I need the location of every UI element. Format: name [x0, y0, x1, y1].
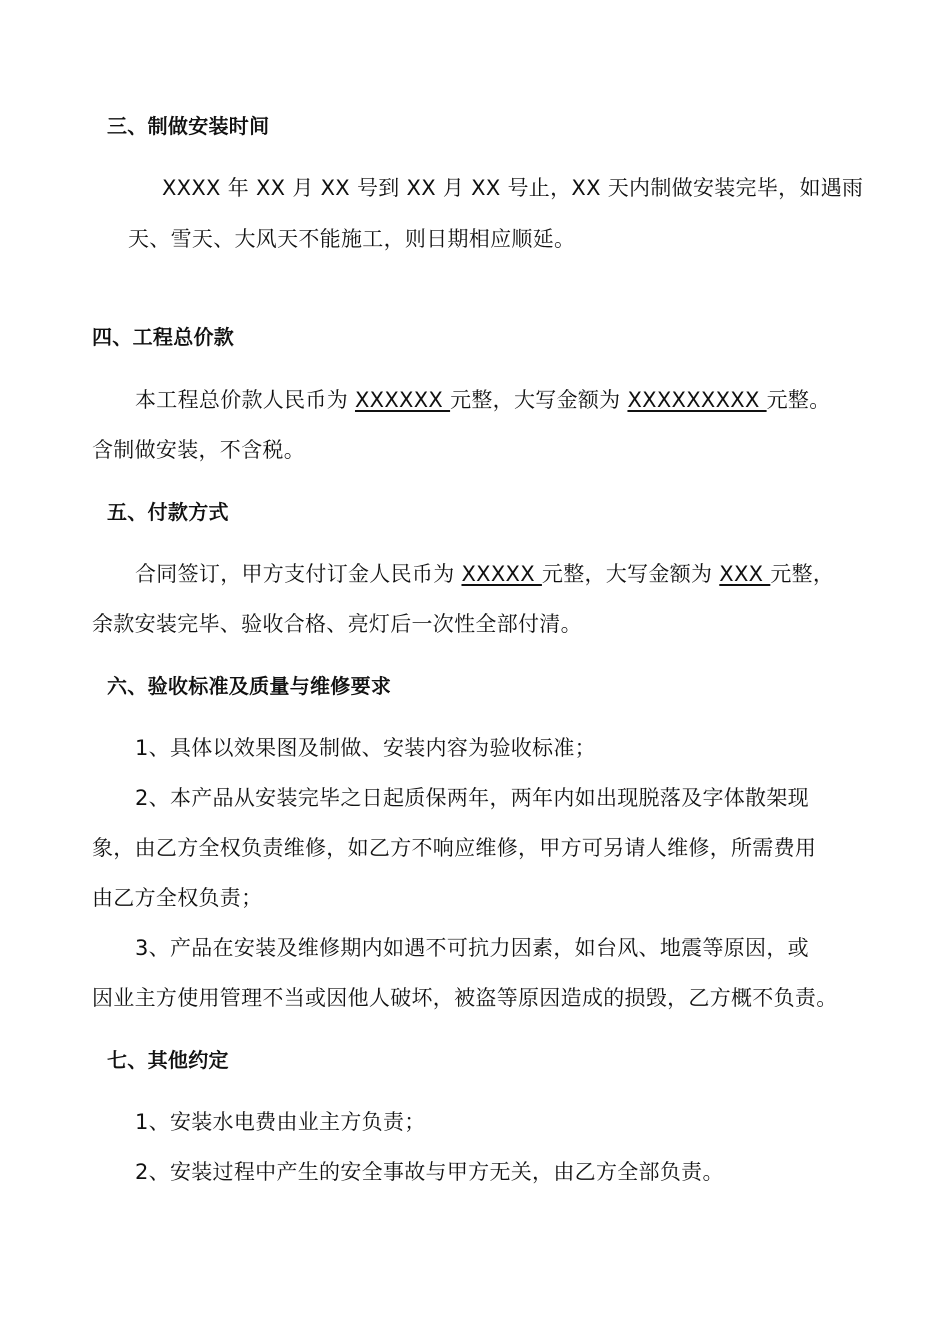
text-segment: 元整， — [770, 562, 835, 586]
section-6-item-3-line-1: 3、产品在安装及维修期内如遇不可抗力因素，如台风、地震等原因，或 — [135, 936, 809, 960]
section-5-heading: 五、付款方式 — [107, 500, 229, 524]
section-5-text-line-2: 余款安装完毕、验收合格、亮灯后一次性全部付清。 — [92, 612, 582, 636]
section-5-text-line-1 — [135, 559, 834, 589]
section-6-item-3-line-2: 因业主方使用管理不当或因他人破坏，被盗等原因造成的损毁，乙方概不负责。 — [92, 986, 838, 1010]
section-6-item-1: 1、具体以效果图及制做、安装内容为验收标准； — [135, 736, 596, 760]
text-segment: 元整。 — [766, 388, 831, 412]
text-segment: 元整，大写金额为 — [450, 388, 628, 412]
section-7-item-2: 2、安装过程中产生的安全事故与甲方无关，由乙方全部负责。 — [135, 1160, 724, 1184]
text-segment: 合同签订，甲方支付订金人民币为 — [135, 562, 462, 586]
total-price-amount: XXXXXX — [354, 388, 451, 412]
section-6-heading: 六、验收标准及质量与维修要求 — [107, 674, 392, 698]
section-4-heading: 四、工程总价款 — [92, 325, 235, 349]
section-3-heading: 三、制做安装时间 — [107, 114, 270, 138]
section-6-item-2-line-3: 由乙方全权负责； — [92, 886, 263, 910]
text-segment: 元整，大写金额为 — [541, 562, 720, 586]
section-6-item-2-line-1: 2、本产品从安装完毕之日起质保两年，两年内如出现脱落及字体散架现 — [135, 786, 809, 810]
section-3-text-line-2: 天、雪天、大风天不能施工，则日期相应顺延。 — [128, 227, 576, 251]
section-7-item-1: 1、安装水电费由业主方负责； — [135, 1110, 426, 1134]
section-4-text-line-2: 含制做安装，不含税。 — [92, 438, 305, 462]
section-6-item-2-line-2: 象，由乙方全权负责维修，如乙方不响应维修，甲方可另请人维修，所需费用 — [92, 836, 817, 860]
section-3-text-line-1: XXXX 年 XX 月 XX 号到 XX 月 XX 号止，XX 天内制做安装完毕，如遇雨 — [162, 176, 864, 200]
total-price-amount-upper: XXXXXXXXX — [627, 388, 767, 412]
deposit-amount: XXXXX — [461, 562, 542, 586]
section-4-text-line-1 — [135, 385, 831, 415]
section-7-heading: 七、其他约定 — [107, 1048, 229, 1072]
text-segment: 本工程总价款人民币为 — [135, 388, 355, 412]
deposit-amount-upper: XXX — [719, 562, 771, 586]
